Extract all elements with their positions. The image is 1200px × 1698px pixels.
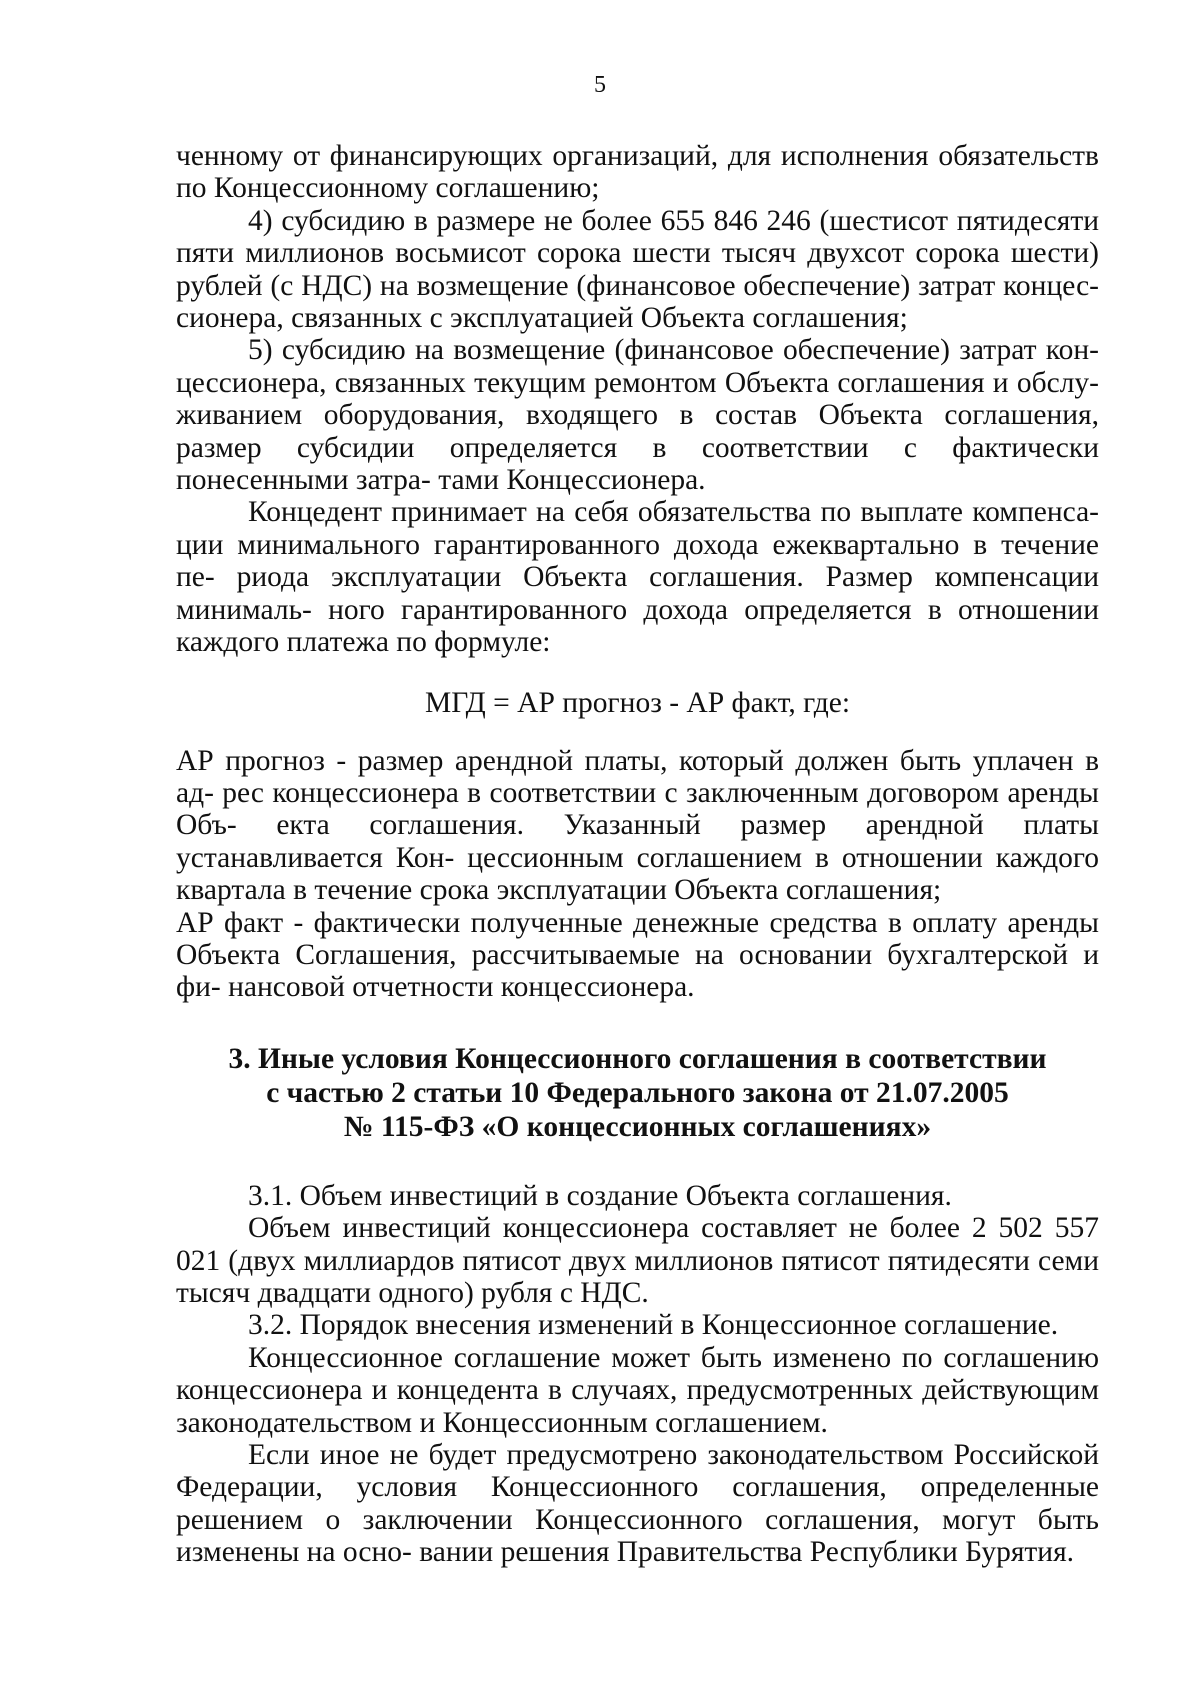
page-number: 5 [594, 72, 606, 98]
formula: МГД = АР прогноз - АР факт, где: [424, 686, 851, 719]
section-heading-line: 3. Иные условия Концессионного соглашения в соответствии [228, 1042, 1047, 1075]
section-heading-line: с частью 2 статьи 10 Федерального закона от 21.07.2005 [266, 1076, 1009, 1109]
section-heading [176, 1042, 1099, 1144]
paragraph-3-2: 3.2. Порядок внесения изменений в Концессионное соглашение. [248, 1309, 1059, 1342]
paragraph-government-decision: Если иное не будет предусмотрено законодательством Российской Федерации, условия Концессионного соглашения, определенные решением о заключении Концессионного соглашения, могут быть изменены на осно- вании решения Правительства Республики Бурятия. [176, 1439, 1099, 1569]
definition-ar-forecast: АР прогноз - размер арендной платы, который должен быть уплачен в ад- рес концессионера в соответствии с заключенным договором аренды Объ- екта соглашения. Указанный размер арендной платы устанавливается Кон- цессионным соглашением в отношении каждого квартала в течение срока эксплуатации Объекта соглашения; [176, 744, 1099, 907]
paragraph-item-5: 5) субсидию на возмещение (финансовое обеспечение) затрат кон- цессионера, связанных текущим ремонтом Объекта соглашения и обслу- живанием оборудования, входящего в состав Объекта соглашения, размер субсидии определяется в соответствии с фактически понесенными затра- тами Концессионера. [176, 334, 1099, 497]
paragraph-compensation: Концедент принимает на себя обязательства по выплате компенса- ции минимального гарантированного дохода ежеквартально в течение пе- риода эксплуатации Объекта соглашения. Размер компенсации минималь- ного гарантированного дохода определяется в отношении каждого платежа по формуле: [176, 496, 1099, 659]
paragraph-3-1: 3.1. Объем инвестиций в создание Объекта соглашения. [248, 1179, 952, 1212]
paragraph-item-4: 4) субсидию в размере не более 655 846 246 (шестисот пятидесяти пяти миллионов восьмисот сорока шести тысяч двухсот сорока шести) рублей (с НДС) на возмещение (финансовое обеспечение) затрат концес- сионера, связанных с эксплуатацией Объекта соглашения; [176, 204, 1099, 335]
paragraph-investment-volume: Объем инвестиций концессионера составляет не более 2 502 557 021 (двух миллиардов пятисот двух миллионов пятисот пятидесяти семи тысяч двадцати одного) рубля с НДС. [176, 1212, 1099, 1309]
definition-ar-fact: АР факт - фактически полученные денежные средства в оплату аренды Объекта Соглашения, рассчитываемые на основании бухгалтерской и фи- нансовой отчетности концессионера. [176, 906, 1099, 1004]
paragraph-amendment: Концессионное соглашение может быть изменено по соглашению концессионера и концедента в случаях, предусмотренных действующим законодательством и Концессионным соглашением. [176, 1341, 1099, 1439]
paragraph-continuation: ченному от финансирующих организаций, для исполнения обязательств по Концессионному соглашению; [176, 140, 1099, 205]
document-body [176, 140, 1099, 1569]
section-heading-line: № 115-ФЗ «О концессионных соглашениях» [343, 1110, 932, 1143]
